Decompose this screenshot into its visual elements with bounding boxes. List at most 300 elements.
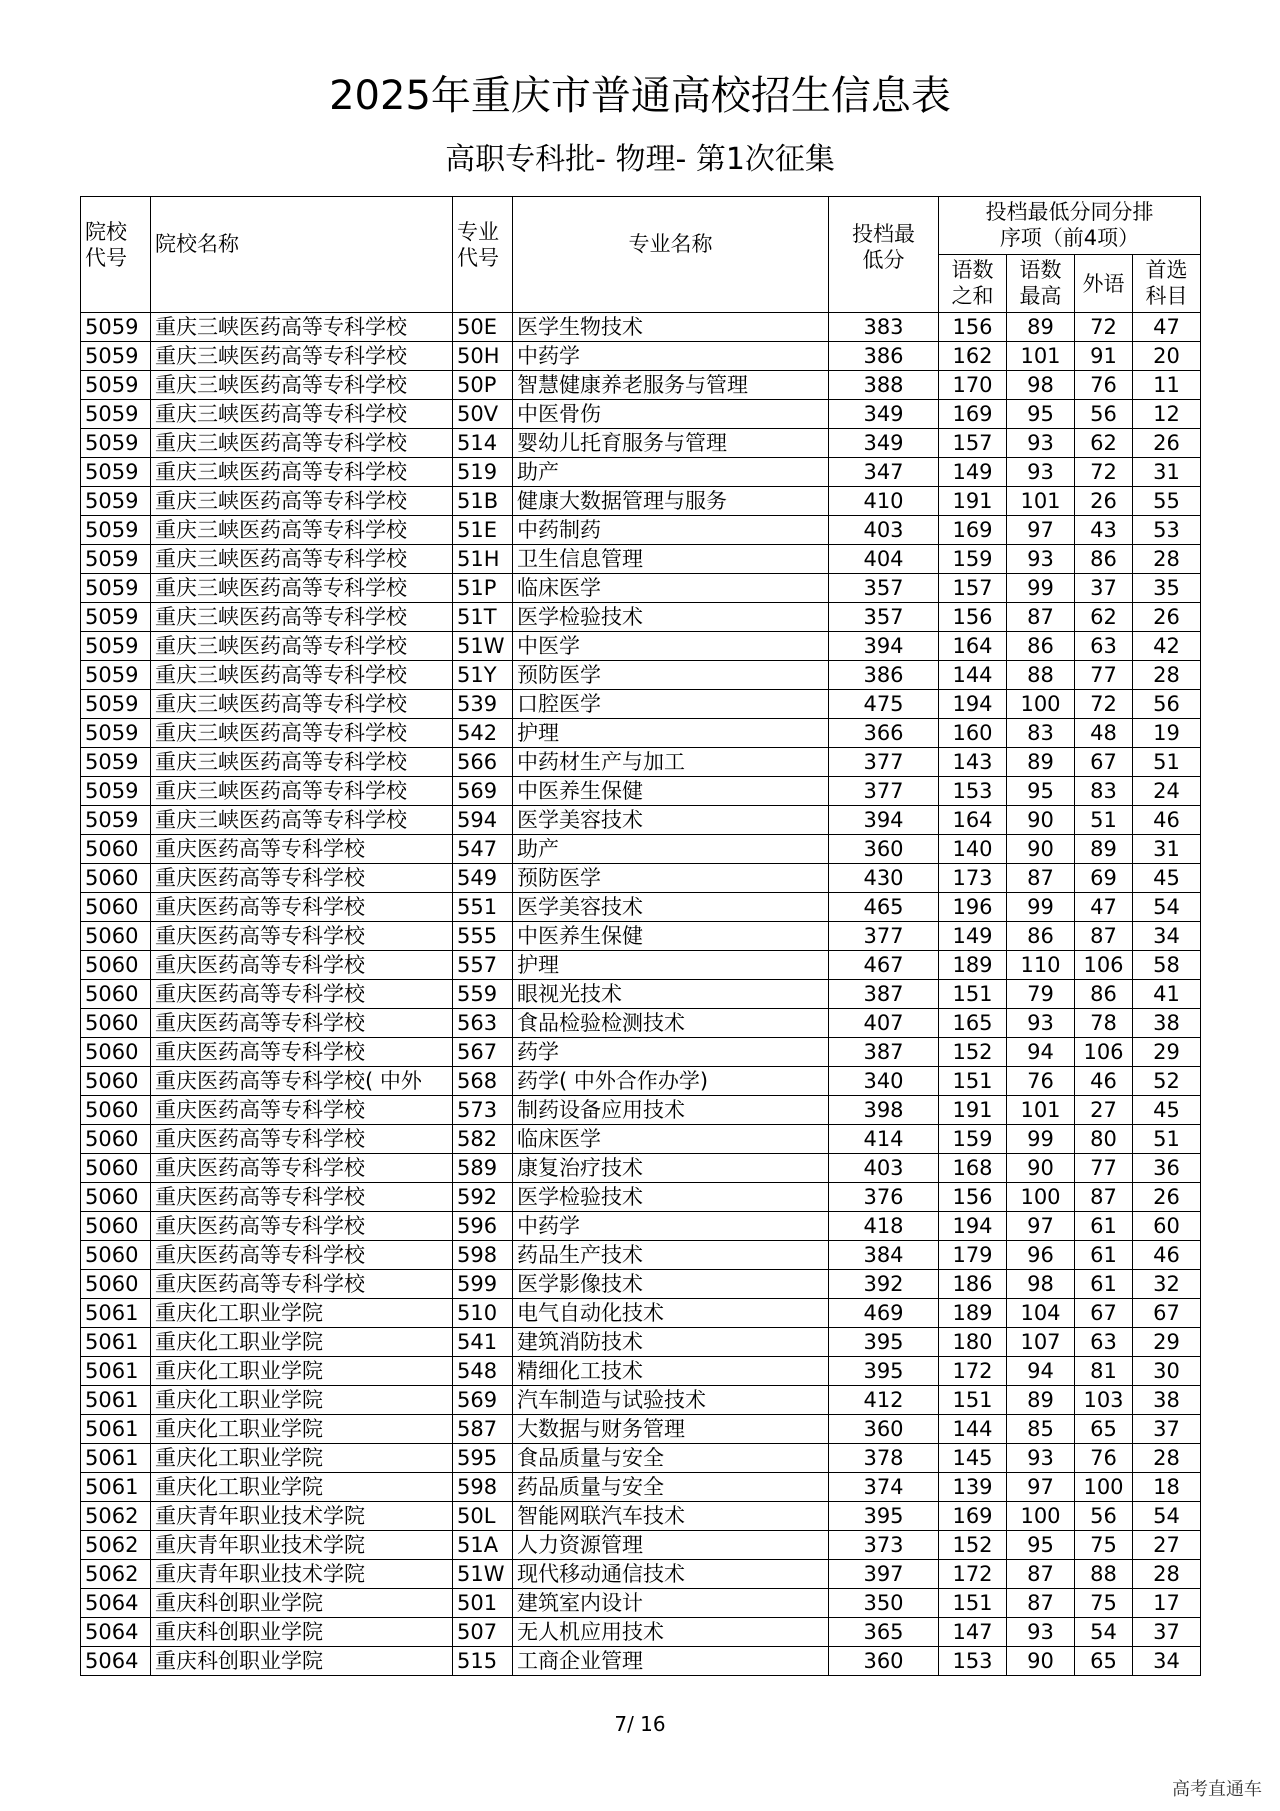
cell-first-subject: 54 <box>1133 1502 1201 1531</box>
cell-chn-math-sum: 151 <box>939 1589 1007 1618</box>
cell-major-name: 大数据与财务管理 <box>513 1415 829 1444</box>
table-row <box>81 980 1201 1009</box>
cell-school-code: 5059 <box>81 371 151 400</box>
cell-school-code: 5061 <box>81 1299 151 1328</box>
cell-major-code: 566 <box>453 748 513 777</box>
cell-major-name: 食品检验检测技术 <box>513 1009 829 1038</box>
cell-major-name: 建筑消防技术 <box>513 1328 829 1357</box>
cell-chn-math-max: 87 <box>1007 864 1075 893</box>
table-row <box>81 1357 1201 1386</box>
cell-major-name: 中药学 <box>513 1212 829 1241</box>
cell-school-code: 5060 <box>81 1183 151 1212</box>
cell-foreign: 65 <box>1075 1415 1133 1444</box>
cell-school-code: 5060 <box>81 1125 151 1154</box>
cell-chn-math-sum: 170 <box>939 371 1007 400</box>
cell-min-score: 386 <box>829 342 939 371</box>
cell-school-name: 重庆三峡医药高等专科学校 <box>151 342 453 371</box>
cell-foreign: 61 <box>1075 1270 1133 1299</box>
cell-first-subject: 34 <box>1133 1647 1201 1676</box>
cell-chn-math-max: 100 <box>1007 1183 1075 1212</box>
cell-first-subject: 51 <box>1133 748 1201 777</box>
cell-major-name: 制药设备应用技术 <box>513 1096 829 1125</box>
cell-min-score: 410 <box>829 487 939 516</box>
cell-chn-math-sum: 172 <box>939 1357 1007 1386</box>
table-row <box>81 690 1201 719</box>
cell-major-code: 510 <box>453 1299 513 1328</box>
cell-school-name: 重庆医药高等专科学校 <box>151 980 453 1009</box>
cell-min-score: 374 <box>829 1473 939 1502</box>
table-row <box>81 1183 1201 1212</box>
cell-chn-math-sum: 164 <box>939 632 1007 661</box>
cell-major-code: 519 <box>453 458 513 487</box>
table-row <box>81 1299 1201 1328</box>
table-row <box>81 661 1201 690</box>
cell-school-code: 5059 <box>81 458 151 487</box>
cell-first-subject: 37 <box>1133 1415 1201 1444</box>
cell-major-name: 精细化工技术 <box>513 1357 829 1386</box>
cell-school-code: 5059 <box>81 777 151 806</box>
cell-first-subject: 56 <box>1133 690 1201 719</box>
cell-school-code: 5059 <box>81 574 151 603</box>
cell-major-code: 567 <box>453 1038 513 1067</box>
cell-major-name: 医学美容技术 <box>513 893 829 922</box>
cell-chn-math-max: 101 <box>1007 1096 1075 1125</box>
cell-school-name: 重庆医药高等专科学校 <box>151 922 453 951</box>
cell-foreign: 81 <box>1075 1357 1133 1386</box>
cell-first-subject: 45 <box>1133 864 1201 893</box>
cell-chn-math-sum: 191 <box>939 1096 1007 1125</box>
cell-school-name: 重庆医药高等专科学校 <box>151 1096 453 1125</box>
cell-min-score: 347 <box>829 458 939 487</box>
table-row <box>81 1444 1201 1473</box>
cell-school-code: 5061 <box>81 1473 151 1502</box>
cell-major-name: 口腔医学 <box>513 690 829 719</box>
cell-major-code: 582 <box>453 1125 513 1154</box>
cell-school-name: 重庆三峡医药高等专科学校 <box>151 429 453 458</box>
table-row <box>81 1473 1201 1502</box>
cell-major-name: 智能网联汽车技术 <box>513 1502 829 1531</box>
cell-school-code: 5060 <box>81 1096 151 1125</box>
cell-foreign: 91 <box>1075 342 1133 371</box>
cell-school-name: 重庆青年职业技术学院 <box>151 1560 453 1589</box>
cell-major-code: 50L <box>453 1502 513 1531</box>
cell-chn-math-max: 86 <box>1007 922 1075 951</box>
cell-first-subject: 46 <box>1133 806 1201 835</box>
table-row <box>81 1096 1201 1125</box>
cell-foreign: 27 <box>1075 1096 1133 1125</box>
header-school-code: 院校代号 <box>81 197 151 313</box>
cell-first-subject: 58 <box>1133 951 1201 980</box>
table-row <box>81 748 1201 777</box>
cell-chn-math-sum: 162 <box>939 342 1007 371</box>
cell-major-code: 568 <box>453 1067 513 1096</box>
cell-first-subject: 35 <box>1133 574 1201 603</box>
cell-chn-math-max: 93 <box>1007 1618 1075 1647</box>
cell-school-name: 重庆医药高等专科学校 <box>151 835 453 864</box>
cell-major-code: 501 <box>453 1589 513 1618</box>
cell-first-subject: 53 <box>1133 516 1201 545</box>
table-row <box>81 1647 1201 1676</box>
cell-school-name: 重庆三峡医药高等专科学校 <box>151 806 453 835</box>
cell-chn-math-sum: 159 <box>939 1125 1007 1154</box>
cell-school-name: 重庆青年职业技术学院 <box>151 1531 453 1560</box>
cell-school-code: 5060 <box>81 1154 151 1183</box>
cell-major-name: 工商企业管理 <box>513 1647 829 1676</box>
cell-major-code: 50H <box>453 342 513 371</box>
cell-school-name: 重庆医药高等专科学校 <box>151 1241 453 1270</box>
cell-first-subject: 26 <box>1133 429 1201 458</box>
cell-first-subject: 12 <box>1133 400 1201 429</box>
header-first-subject: 首选科目 <box>1133 255 1201 313</box>
table-row <box>81 1502 1201 1531</box>
brand-label: 高考直通车 <box>1172 1779 1262 1800</box>
cell-foreign: 89 <box>1075 835 1133 864</box>
cell-first-subject: 28 <box>1133 661 1201 690</box>
cell-min-score: 404 <box>829 545 939 574</box>
table-row <box>81 777 1201 806</box>
cell-chn-math-sum: 153 <box>939 777 1007 806</box>
table-row <box>81 1328 1201 1357</box>
cell-chn-math-max: 104 <box>1007 1299 1075 1328</box>
cell-school-name: 重庆医药高等专科学校 <box>151 1154 453 1183</box>
cell-school-code: 5059 <box>81 313 151 342</box>
table-row <box>81 487 1201 516</box>
cell-chn-math-max: 89 <box>1007 313 1075 342</box>
cell-foreign: 77 <box>1075 1154 1133 1183</box>
cell-chn-math-sum: 156 <box>939 313 1007 342</box>
cell-foreign: 67 <box>1075 748 1133 777</box>
cell-school-name: 重庆化工职业学院 <box>151 1444 453 1473</box>
cell-first-subject: 31 <box>1133 458 1201 487</box>
admission-table <box>80 196 1201 1676</box>
table-row <box>81 835 1201 864</box>
cell-min-score: 377 <box>829 922 939 951</box>
cell-foreign: 80 <box>1075 1125 1133 1154</box>
cell-school-code: 5061 <box>81 1415 151 1444</box>
cell-chn-math-max: 110 <box>1007 951 1075 980</box>
cell-school-name: 重庆三峡医药高等专科学校 <box>151 632 453 661</box>
cell-min-score: 373 <box>829 1531 939 1560</box>
cell-school-name: 重庆医药高等专科学校 <box>151 1212 453 1241</box>
cell-major-code: 595 <box>453 1444 513 1473</box>
cell-major-name: 卫生信息管理 <box>513 545 829 574</box>
cell-foreign: 106 <box>1075 951 1133 980</box>
table-row <box>81 371 1201 400</box>
cell-major-code: 569 <box>453 1386 513 1415</box>
cell-first-subject: 51 <box>1133 1125 1201 1154</box>
cell-major-code: 50P <box>453 371 513 400</box>
cell-school-code: 5061 <box>81 1444 151 1473</box>
cell-school-name: 重庆医药高等专科学校 <box>151 951 453 980</box>
cell-chn-math-max: 90 <box>1007 1647 1075 1676</box>
cell-chn-math-sum: 156 <box>939 1183 1007 1212</box>
cell-min-score: 395 <box>829 1502 939 1531</box>
cell-school-name: 重庆三峡医药高等专科学校 <box>151 690 453 719</box>
cell-chn-math-sum: 145 <box>939 1444 1007 1473</box>
cell-school-code: 5060 <box>81 835 151 864</box>
cell-chn-math-sum: 164 <box>939 806 1007 835</box>
cell-major-name: 药学( 中外合作办学) <box>513 1067 829 1096</box>
cell-major-code: 551 <box>453 893 513 922</box>
cell-school-code: 5059 <box>81 342 151 371</box>
cell-major-name: 临床医学 <box>513 1125 829 1154</box>
cell-major-name: 预防医学 <box>513 864 829 893</box>
cell-chn-math-max: 95 <box>1007 400 1075 429</box>
cell-school-code: 5060 <box>81 922 151 951</box>
cell-school-name: 重庆医药高等专科学校( 中外 <box>151 1067 453 1096</box>
cell-chn-math-sum: 153 <box>939 1647 1007 1676</box>
cell-chn-math-sum: 169 <box>939 400 1007 429</box>
cell-school-code: 5060 <box>81 864 151 893</box>
cell-chn-math-max: 101 <box>1007 342 1075 371</box>
cell-min-score: 388 <box>829 371 939 400</box>
cell-min-score: 349 <box>829 429 939 458</box>
cell-school-name: 重庆医药高等专科学校 <box>151 1038 453 1067</box>
cell-school-name: 重庆三峡医药高等专科学校 <box>151 719 453 748</box>
cell-school-name: 重庆三峡医药高等专科学校 <box>151 516 453 545</box>
cell-major-code: 539 <box>453 690 513 719</box>
cell-min-score: 387 <box>829 1038 939 1067</box>
cell-school-name: 重庆化工职业学院 <box>151 1299 453 1328</box>
cell-chn-math-max: 100 <box>1007 1502 1075 1531</box>
cell-major-name: 中医学 <box>513 632 829 661</box>
cell-major-code: 592 <box>453 1183 513 1212</box>
table-row <box>81 342 1201 371</box>
cell-major-code: 547 <box>453 835 513 864</box>
cell-first-subject: 34 <box>1133 922 1201 951</box>
cell-chn-math-max: 99 <box>1007 574 1075 603</box>
cell-chn-math-max: 99 <box>1007 1125 1075 1154</box>
cell-chn-math-sum: 144 <box>939 661 1007 690</box>
cell-first-subject: 42 <box>1133 632 1201 661</box>
cell-min-score: 407 <box>829 1009 939 1038</box>
cell-major-name: 智慧健康养老服务与管理 <box>513 371 829 400</box>
cell-school-name: 重庆三峡医药高等专科学校 <box>151 458 453 487</box>
cell-school-code: 5060 <box>81 951 151 980</box>
cell-major-code: 589 <box>453 1154 513 1183</box>
cell-major-name: 中药材生产与加工 <box>513 748 829 777</box>
cell-major-name: 医学影像技术 <box>513 1270 829 1299</box>
cell-min-score: 378 <box>829 1444 939 1473</box>
cell-first-subject: 55 <box>1133 487 1201 516</box>
table-header <box>81 197 1201 313</box>
cell-school-code: 5059 <box>81 632 151 661</box>
cell-school-code: 5060 <box>81 1067 151 1096</box>
cell-chn-math-max: 88 <box>1007 661 1075 690</box>
cell-chn-math-max: 93 <box>1007 429 1075 458</box>
cell-foreign: 61 <box>1075 1212 1133 1241</box>
cell-foreign: 47 <box>1075 893 1133 922</box>
cell-school-code: 5060 <box>81 893 151 922</box>
cell-chn-math-sum: 156 <box>939 603 1007 632</box>
table-body <box>81 313 1201 1676</box>
cell-school-code: 5059 <box>81 603 151 632</box>
cell-foreign: 76 <box>1075 371 1133 400</box>
cell-chn-math-max: 94 <box>1007 1357 1075 1386</box>
cell-chn-math-max: 76 <box>1007 1067 1075 1096</box>
page-title: 2025年重庆市普通高校招生信息表 <box>329 73 951 119</box>
cell-chn-math-sum: 179 <box>939 1241 1007 1270</box>
cell-min-score: 403 <box>829 516 939 545</box>
cell-foreign: 63 <box>1075 632 1133 661</box>
cell-major-code: 514 <box>453 429 513 458</box>
cell-major-code: 594 <box>453 806 513 835</box>
cell-major-name: 建筑室内设计 <box>513 1589 829 1618</box>
cell-foreign: 48 <box>1075 719 1133 748</box>
cell-chn-math-max: 93 <box>1007 1009 1075 1038</box>
cell-chn-math-sum: 152 <box>939 1531 1007 1560</box>
table-row <box>81 1067 1201 1096</box>
table-row <box>81 1618 1201 1647</box>
cell-major-name: 助产 <box>513 835 829 864</box>
cell-chn-math-sum: 143 <box>939 748 1007 777</box>
table-row <box>81 806 1201 835</box>
cell-school-name: 重庆医药高等专科学校 <box>151 1270 453 1299</box>
cell-major-code: 51H <box>453 545 513 574</box>
cell-foreign: 87 <box>1075 1183 1133 1212</box>
cell-school-name: 重庆化工职业学院 <box>151 1386 453 1415</box>
cell-major-code: 541 <box>453 1328 513 1357</box>
cell-foreign: 87 <box>1075 922 1133 951</box>
cell-chn-math-sum: 147 <box>939 1618 1007 1647</box>
cell-chn-math-max: 90 <box>1007 835 1075 864</box>
cell-min-score: 350 <box>829 1589 939 1618</box>
cell-foreign: 76 <box>1075 1444 1133 1473</box>
cell-major-name: 中医养生保健 <box>513 922 829 951</box>
cell-foreign: 72 <box>1075 690 1133 719</box>
cell-chn-math-sum: 191 <box>939 487 1007 516</box>
cell-school-code: 5061 <box>81 1386 151 1415</box>
cell-major-code: 563 <box>453 1009 513 1038</box>
cell-first-subject: 31 <box>1133 835 1201 864</box>
cell-chn-math-max: 87 <box>1007 1560 1075 1589</box>
cell-major-code: 50V <box>453 400 513 429</box>
cell-major-name: 汽车制造与试验技术 <box>513 1386 829 1415</box>
cell-major-code: 51A <box>453 1531 513 1560</box>
table-row <box>81 1386 1201 1415</box>
cell-min-score: 467 <box>829 951 939 980</box>
cell-chn-math-sum: 149 <box>939 458 1007 487</box>
cell-min-score: 377 <box>829 748 939 777</box>
cell-school-name: 重庆三峡医药高等专科学校 <box>151 400 453 429</box>
cell-min-score: 365 <box>829 1618 939 1647</box>
cell-chn-math-max: 87 <box>1007 1589 1075 1618</box>
cell-chn-math-max: 89 <box>1007 1386 1075 1415</box>
cell-chn-math-max: 83 <box>1007 719 1075 748</box>
cell-major-code: 599 <box>453 1270 513 1299</box>
cell-min-score: 465 <box>829 893 939 922</box>
cell-first-subject: 36 <box>1133 1154 1201 1183</box>
cell-school-code: 5064 <box>81 1589 151 1618</box>
cell-min-score: 357 <box>829 574 939 603</box>
cell-chn-math-max: 93 <box>1007 458 1075 487</box>
cell-major-code: 507 <box>453 1618 513 1647</box>
cell-min-score: 360 <box>829 835 939 864</box>
cell-first-subject: 46 <box>1133 1241 1201 1270</box>
cell-foreign: 62 <box>1075 603 1133 632</box>
cell-first-subject: 41 <box>1133 980 1201 1009</box>
cell-first-subject: 29 <box>1133 1038 1201 1067</box>
cell-major-code: 557 <box>453 951 513 980</box>
header-major-name: 专业名称 <box>513 197 829 313</box>
table-row <box>81 574 1201 603</box>
cell-chn-math-max: 93 <box>1007 545 1075 574</box>
table-row <box>81 1154 1201 1183</box>
cell-chn-math-max: 85 <box>1007 1415 1075 1444</box>
cell-major-code: 549 <box>453 864 513 893</box>
cell-school-name: 重庆三峡医药高等专科学校 <box>151 777 453 806</box>
cell-major-code: 50E <box>453 313 513 342</box>
cell-chn-math-max: 90 <box>1007 806 1075 835</box>
cell-school-code: 5059 <box>81 487 151 516</box>
cell-foreign: 86 <box>1075 545 1133 574</box>
cell-min-score: 360 <box>829 1415 939 1444</box>
cell-chn-math-sum: 151 <box>939 1386 1007 1415</box>
cell-chn-math-sum: 186 <box>939 1270 1007 1299</box>
cell-major-name: 中医养生保健 <box>513 777 829 806</box>
cell-school-name: 重庆医药高等专科学校 <box>151 1183 453 1212</box>
header-chn-math-max: 语数最高 <box>1007 255 1075 313</box>
cell-school-name: 重庆医药高等专科学校 <box>151 864 453 893</box>
table-row <box>81 864 1201 893</box>
cell-min-score: 376 <box>829 1183 939 1212</box>
cell-chn-math-max: 90 <box>1007 1154 1075 1183</box>
cell-chn-math-sum: 189 <box>939 1299 1007 1328</box>
cell-major-name: 药品生产技术 <box>513 1241 829 1270</box>
cell-school-code: 5061 <box>81 1357 151 1386</box>
cell-min-score: 469 <box>829 1299 939 1328</box>
cell-major-code: 559 <box>453 980 513 1009</box>
cell-major-code: 51W <box>453 1560 513 1589</box>
cell-school-name: 重庆科创职业学院 <box>151 1618 453 1647</box>
cell-first-subject: 38 <box>1133 1386 1201 1415</box>
table-row <box>81 603 1201 632</box>
cell-major-code: 515 <box>453 1647 513 1676</box>
cell-school-name: 重庆三峡医药高等专科学校 <box>151 661 453 690</box>
cell-foreign: 56 <box>1075 400 1133 429</box>
cell-school-name: 重庆三峡医药高等专科学校 <box>151 487 453 516</box>
cell-chn-math-sum: 169 <box>939 1502 1007 1531</box>
table-row <box>81 400 1201 429</box>
cell-school-code: 5060 <box>81 1270 151 1299</box>
cell-major-code: 573 <box>453 1096 513 1125</box>
cell-foreign: 65 <box>1075 1647 1133 1676</box>
cell-major-name: 医学生物技术 <box>513 313 829 342</box>
cell-school-code: 5064 <box>81 1647 151 1676</box>
cell-school-code: 5060 <box>81 1241 151 1270</box>
table-row <box>81 545 1201 574</box>
cell-min-score: 395 <box>829 1328 939 1357</box>
cell-foreign: 77 <box>1075 661 1133 690</box>
table-row <box>81 1038 1201 1067</box>
cell-first-subject: 67 <box>1133 1299 1201 1328</box>
cell-min-score: 475 <box>829 690 939 719</box>
cell-school-name: 重庆三峡医药高等专科学校 <box>151 313 453 342</box>
cell-school-name: 重庆化工职业学院 <box>151 1357 453 1386</box>
cell-chn-math-sum: 152 <box>939 1038 1007 1067</box>
cell-foreign: 43 <box>1075 516 1133 545</box>
cell-school-name: 重庆科创职业学院 <box>151 1589 453 1618</box>
cell-foreign: 72 <box>1075 313 1133 342</box>
cell-foreign: 75 <box>1075 1589 1133 1618</box>
cell-chn-math-max: 96 <box>1007 1241 1075 1270</box>
cell-chn-math-sum: 140 <box>939 835 1007 864</box>
cell-major-code: 598 <box>453 1241 513 1270</box>
cell-major-name: 眼视光技术 <box>513 980 829 1009</box>
cell-school-name: 重庆医药高等专科学校 <box>151 1125 453 1154</box>
header-major-code: 专业代号 <box>453 197 513 313</box>
cell-first-subject: 27 <box>1133 1531 1201 1560</box>
